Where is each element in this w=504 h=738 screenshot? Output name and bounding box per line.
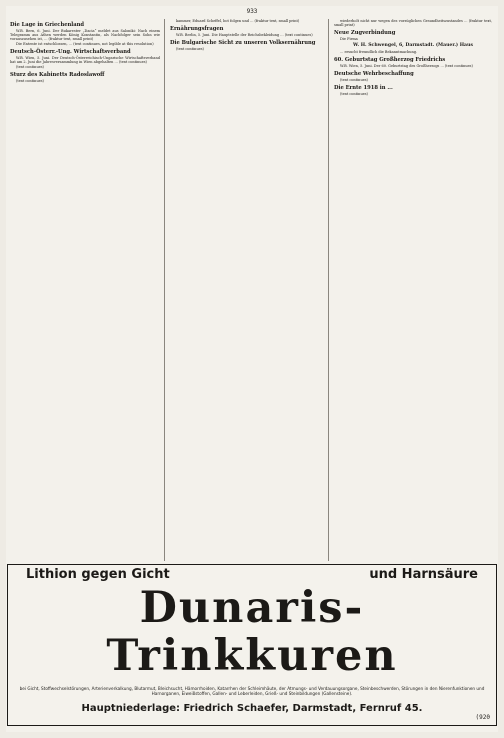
article-paragraph: Die Firma (340, 37, 358, 42)
article-paragraph: kammer, Eduard Scheffel, bot folgen und ... (fraktur text, small print) (176, 19, 300, 23)
column-rule (328, 19, 329, 561)
article-heading: Die Ernte 1918 in ... (334, 85, 393, 92)
article-paragraph: W.B. Berlin, 5. Juni. Die Hauptstelle der Reichsbekleidung ... (text continues) (176, 33, 313, 38)
column-2 (170, 19, 324, 561)
article-paragraph: (text continues) (340, 92, 368, 97)
article-heading: Die Lage in Griechenland (10, 22, 85, 28)
article-paragraph: (text continues) (16, 65, 44, 70)
notice-shop-name (334, 43, 492, 48)
article-heading: Ernährungsfragen (170, 26, 224, 33)
article-heading: Sturz des Kabinetts Radoslawoff (10, 72, 105, 79)
article-paragraph: W.B. Wien, 5. Juni. Der Deutsch-Österreichisch-Ungarische Wirtschaftsverband hat am 2. Juni die Jahresversammlung in Wien abgehalten ... (text continues) (10, 56, 160, 65)
article-heading: Die Bulgarische Sicht zu unseren Volksernährung (170, 40, 316, 47)
column-3 (334, 19, 492, 561)
article-paragraph: ... ersucht freundlich die Bekanntmachung. (340, 50, 418, 55)
ad-headline-right: und Harnsäure (369, 567, 478, 582)
column-1 (10, 19, 160, 561)
article-heading: 60. Geburtstag Großherzog Friedrichs (334, 57, 446, 64)
newspaper-page (6, 6, 498, 732)
ad-code: (920 (475, 714, 490, 721)
article-paragraph: wiederholt nicht nur wegen des vorzüglichen Gesundheitszustandes ... (fraktur text, small print) (334, 19, 492, 28)
page-number: 933 (246, 8, 258, 15)
article-paragraph: (text continues) (176, 47, 204, 52)
article-heading: Deutsch-Österr.-Ung. Wirtschaftsverband (10, 49, 131, 56)
shop-name: W. H. Schwengel, 6, Darmstadt. (Mauer.) Haus (353, 43, 473, 49)
column-rule (164, 19, 165, 561)
article-paragraph: (text continues) (16, 79, 44, 84)
article-paragraph: W.B. Wien, 5. Juni. Der 60. Geburtstag des Großherzogs ... (text continues) (340, 64, 473, 69)
ad-indications: bei Gicht, Stoffwechselstörungen, Arterienverkalkung, Blutarmut, Bleichsucht, Hämorrhoiden, Katarrhen der Schleimhäute, der Atmungs- und Verdauungsorgane, Steinbeschwerden, Störungen in den Nierenfunktionen und Harnorganen, Eiweißstoffen, Gallen- und Leberleiden, Grieß- und Steinbildungen (Gallensteine). (19, 686, 485, 696)
ad-distributor: Hauptniederlage: Friedrich Schaefer, Darmstadt, Fernruf 45. (81, 703, 423, 714)
ad-product-name: Dunaris-Trinkkuren (106, 583, 398, 681)
advertisement-dunaris (7, 564, 497, 726)
article-paragraph: (text continues) (340, 78, 368, 83)
ad-headline (8, 565, 496, 582)
article-paragraph: W.B. Bern, 6. Juni. Der Bukarester „Dacia“ meldet aus Saloniki: Nach einem Telegramm aus Athen werden König Konstantin, als Nachfolger sein Sohn wie vorauszusehen ist, ... (fraktur text, small print) (10, 29, 160, 42)
article-heading: Deutsche Wehrbeschaffung (334, 71, 414, 78)
article-heading: Neue Zugverbindung (334, 30, 396, 37)
article-paragraph: Die Entente ist entschlossen, ... (text continues, not legible at this resolution) (16, 42, 154, 47)
ad-headline-left: Lithion gegen Gicht (26, 567, 170, 582)
